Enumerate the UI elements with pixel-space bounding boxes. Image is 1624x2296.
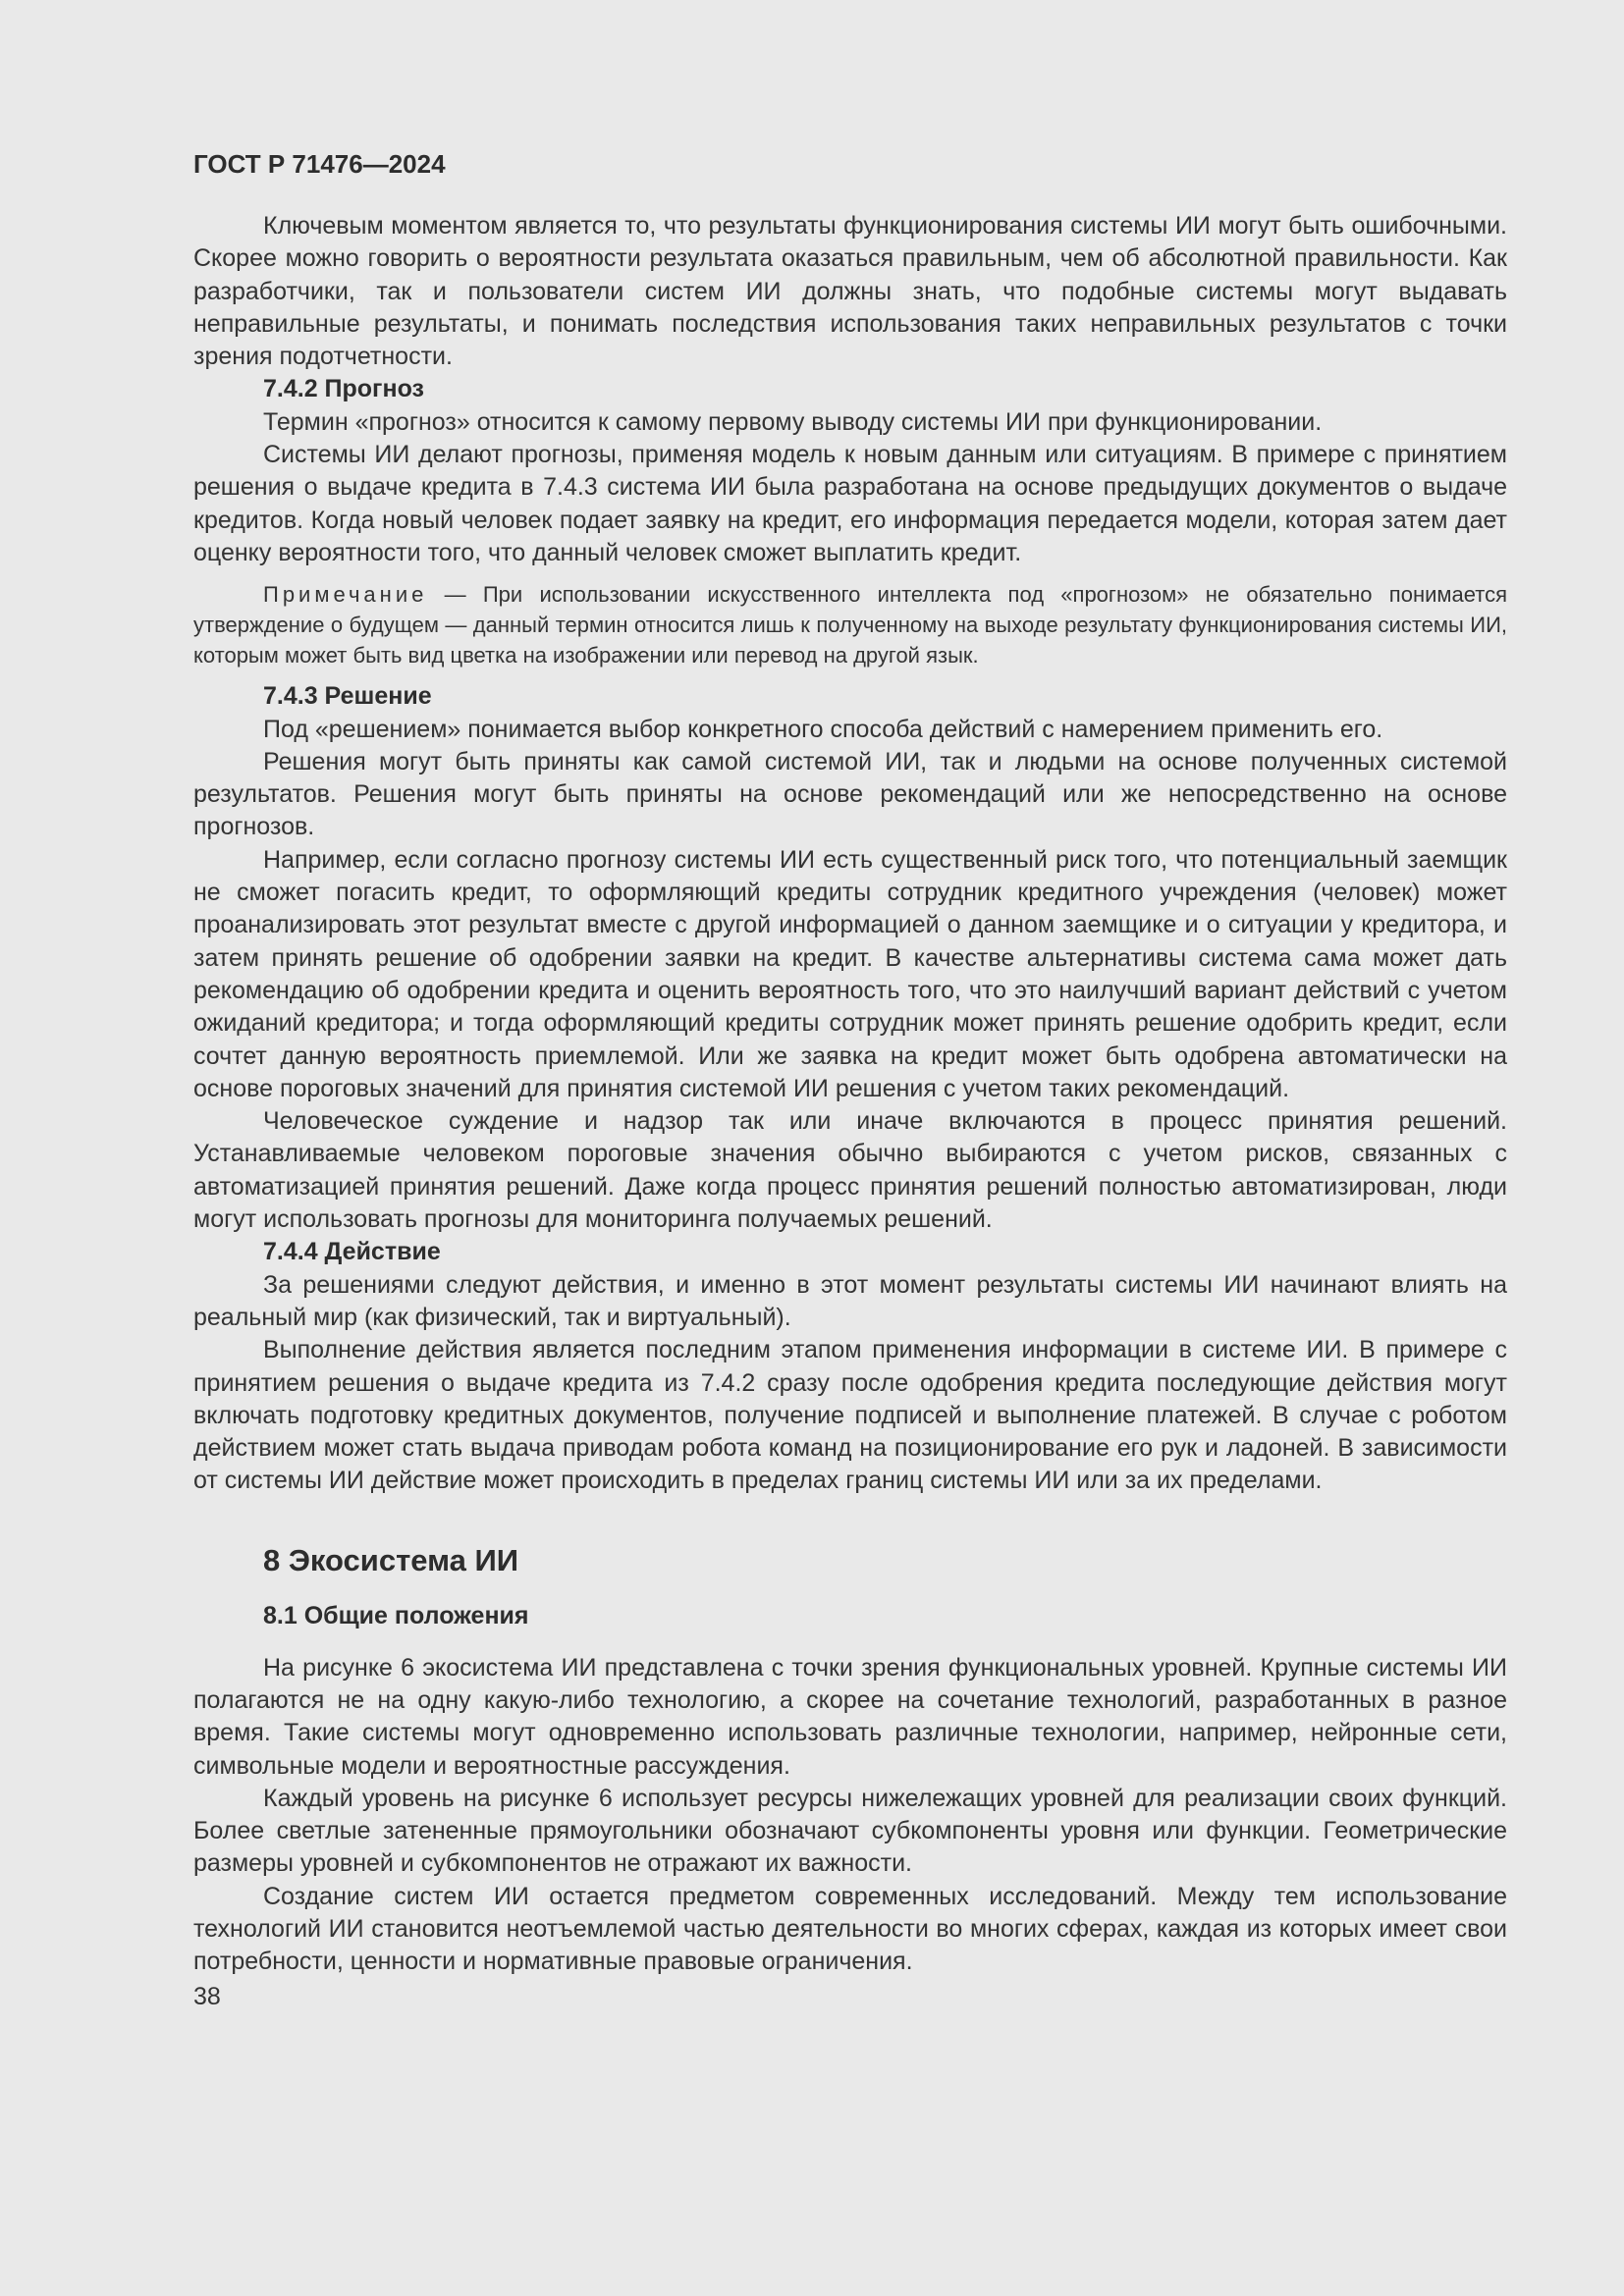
paragraph-7-4-4-1: За решениями следуют действия, и именно в этот момент результаты системы ИИ начинают влиять на реальный мир (как физический, так и виртуальный). [193,1270,1507,1331]
document-page [193,147,1507,2013]
paragraph-7-4-3-4: Человеческое суждение и надзор так или иначе включаются в процесс принятия решений. Устанавливаемые человеком пороговые значения обычно выбираются с учетом рисков, связанных с автоматизацией принятия решений. Даже когда процесс принятия решений полностью автоматизирован, люди могут использовать прогнозы для мониторинга получаемых решений. [193,1107,1507,1234]
paragraph-7-4-3-2: Решения могут быть приняты как самой системой ИИ, так и людьми на основе полученных системой результатов. Решения могут быть приняты на основе рекомендаций или же непосредственно на основе прогнозов. [193,747,1507,841]
paragraph-8-1-3: Создание систем ИИ остается предметом современных исследований. Между тем использование технологий ИИ становится неотъемлемой частью деятельности во многих сферах, каждая из которых имеет свои потребности, ценности и нормативные правовые ограничения. [193,1882,1507,1976]
paragraph-intro: Ключевым моментом является то, что результаты функционирования системы ИИ могут быть ошибочными. Скорее можно говорить о вероятности результата оказаться правильным, чем об абсолютной правильности. Как разработчики, так и пользователи систем ИИ должны знать, что подобные системы могут выдавать неправильные результаты, и понимать последствия использования таких неправильных результатов с точки зрения подотчетности. [193,212,1507,371]
paragraph-8-1-2: Каждый уровень на рисунке 6 использует ресурсы нижележащих уровней для реализации своих функций. Более светлые затененные прямоугольники обозначают субкомпоненты уровня или функции. Геометрические размеры уровней и субкомпонентов не отражают их важности. [193,1784,1507,1878]
document-header: ГОСТ Р 71476—2024 [193,149,446,179]
note [193,579,1507,670]
paragraph-7-4-4-2: Выполнение действия является последним этапом применения информации в системе ИИ. В примере с принятием решения о выдаче кредита из 7.4.2 сразу после одобрения кредита последующие действия могут включать подготовку кредитных документов, получение подписей и выполнение платежей. В случае с роботом действием может стать выдача приводам робота команд на позиционирование его рук и ладоней. В зависимости от системы ИИ действие может происходить в пределах границ системы ИИ или за их пределами. [193,1336,1507,1495]
heading-section-8: 8 Экосистема ИИ [263,1542,519,1577]
paragraph-7-4-3-3: Например, если согласно прогнозу системы ИИ есть существенный риск того, что потенциальный заемщик не сможет погасить кредит, то оформляющий кредиты сотрудник кредитного учреждения (человек) может проанализировать этот результат вместе с другой информацией о данном заемщике и о ситуации у кредитора, и затем принять решение об одобрении заявки на кредит. В качестве альтернативы система сама может дать рекомендацию об одобрении кредита и оценить вероятность того, что это наилучший вариант действий с учетом ожиданий кредитора; и тогда оформляющий кредиты сотрудник может принять решение одобрить кредит, если сочтет данную вероятность приемлемой. Или же заявка на кредит может быть одобрена автоматически на основе пороговых значений для принятия системой ИИ решения с учетом таких рекомендаций. [193,845,1507,1102]
heading-7-4-3: 7.4.3 Решение [263,682,432,711]
note-text: — При использовании искусственного интеллекта под «прогнозом» не обязательно понимается утверждение о будущем — данный термин относится лишь к полученному на выходе результату функционирования системы ИИ, которым может быть вид цветка на изображении или перевод на другой язык. [193,582,1507,668]
note-label: Примечание [263,582,428,608]
paragraph-7-4-2-1: Термин «прогноз» относится к самому первому выводу системы ИИ при функционировании. [263,407,1323,436]
heading-7-4-4: 7.4.4 Действие [263,1238,441,1266]
page-number: 38 [193,1982,221,2010]
paragraph-7-4-3-1: Под «решением» понимается выбор конкретного способа действий с намерением применить его. [263,715,1383,743]
heading-8-1: 8.1 Общие положения [263,1601,529,1629]
heading-7-4-2: 7.4.2 Прогноз [263,375,424,403]
paragraph-8-1-1: На рисунке 6 экосистема ИИ представлена с точки зрения функциональных уровней. Крупные системы ИИ полагаются не на одну какую-либо технологию, а скорее на сочетание технологий, разработанных в разное время. Такие системы могут одновременно использовать различные технологии, например, нейронные сети, символьные модели и вероятностные рассуждения. [193,1653,1507,1780]
paragraph-7-4-2-2: Системы ИИ делают прогнозы, применяя модель к новым данным или ситуациям. В примере с принятием решения о выдаче кредита в 7.4.3 система ИИ была разработана на основе предыдущих документов о выдаче кредитов. Когда новый человек подает заявку на кредит, его информация передается модели, которая затем дает оценку вероятности того, что данный человек сможет выплатить кредит. [193,441,1507,566]
